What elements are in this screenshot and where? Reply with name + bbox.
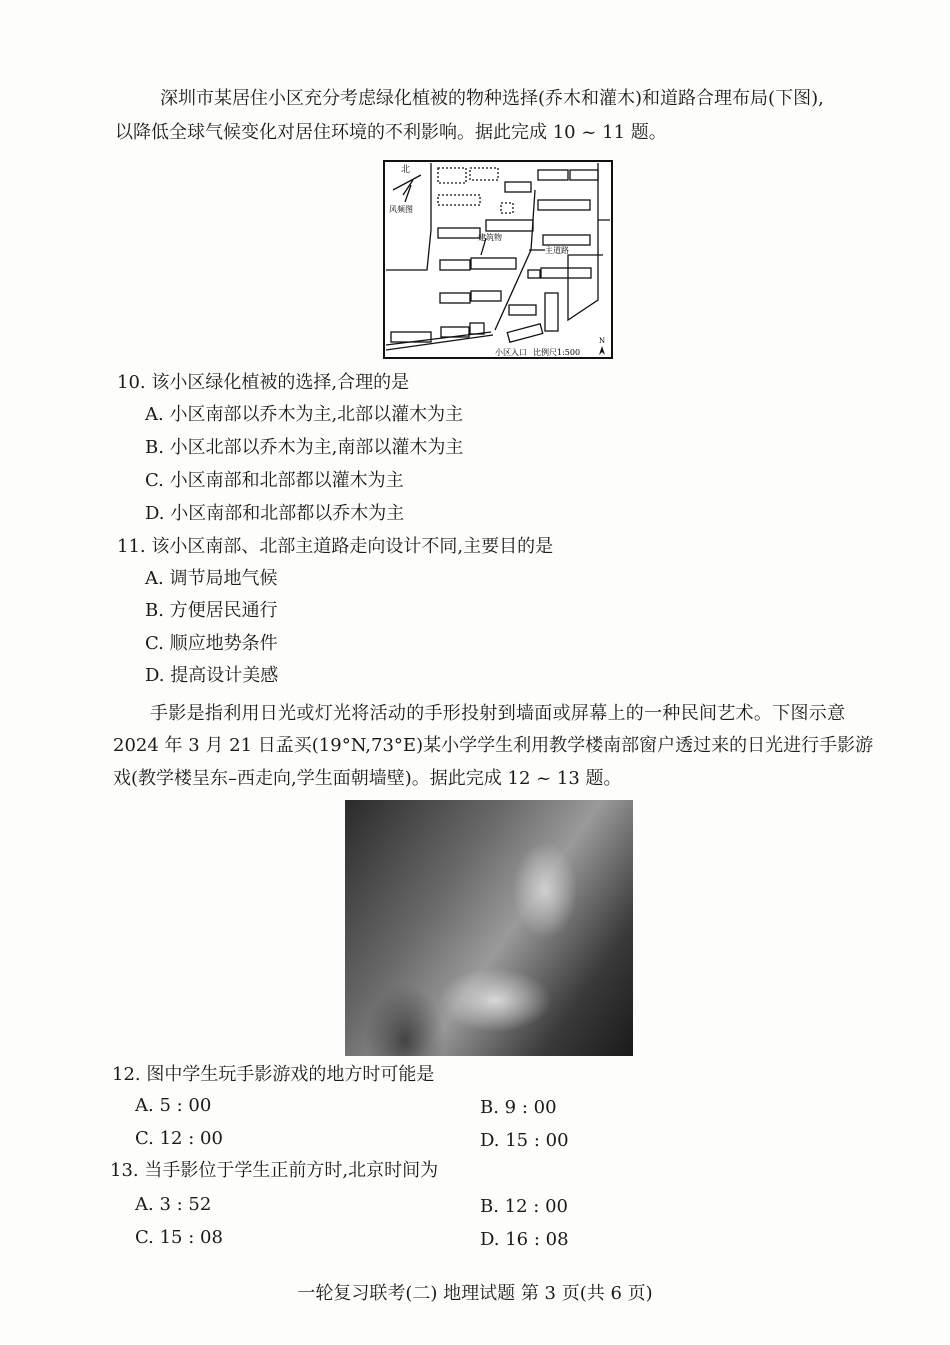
q11-option-b: B. 方便居民通行 bbox=[145, 600, 278, 621]
map-entrance-label: 小区入口 bbox=[495, 348, 527, 357]
q11-option-a: A. 调节局地气候 bbox=[145, 568, 278, 589]
hand-shadow-photo bbox=[345, 800, 633, 1056]
q12-option-a: A. 5 : 00 bbox=[135, 1095, 212, 1116]
q11-option-d: D. 提高设计美感 bbox=[145, 665, 279, 686]
intro-1-line-1: 深圳市某居住小区充分考虑绿化植被的物种选择(乔木和灌木)和道路合理布局(下图), bbox=[160, 88, 824, 109]
map-main-road-label: 主道路 bbox=[545, 246, 569, 255]
q11-option-c: C. 顺应地势条件 bbox=[145, 633, 278, 654]
page-footer: 一轮复习联考(二) 地理试题 第 3 页(共 6 页) bbox=[297, 1283, 653, 1304]
map-building-label: 建筑物 bbox=[478, 233, 502, 242]
intro-1-line-2: 以降低全球气候变化对居住环境的不利影响。据此完成 10 ~ 11 题。 bbox=[115, 122, 667, 143]
q10-option-c: C. 小区南部和北部都以灌木为主 bbox=[145, 470, 404, 491]
intro-2-line-3: 戏(教学楼呈东–西走向,学生面朝墙壁)。据此完成 12 ~ 13 题。 bbox=[113, 768, 622, 789]
q10-option-b: B. 小区北部以乔木为主,南部以灌木为主 bbox=[145, 437, 464, 458]
q13-option-c: C. 15 : 08 bbox=[135, 1227, 223, 1248]
map-north-label: 北 bbox=[401, 165, 411, 175]
map-north-arrow-label: N bbox=[599, 337, 606, 345]
map-scale-label: 比例尺1:500 bbox=[533, 348, 581, 357]
q13-option-b: B. 12 : 00 bbox=[480, 1196, 568, 1217]
intro-2-line-2: 2024 年 3 月 21 日孟买(19°N,73°E)某小学学生利用教学楼南部窗户透过来的日光进行手影游 bbox=[113, 735, 874, 756]
q12-option-c: C. 12 : 00 bbox=[135, 1128, 223, 1149]
q12-option-d: D. 15 : 00 bbox=[480, 1130, 569, 1151]
q12-stem: 12. 图中学生玩手影游戏的地方时可能是 bbox=[112, 1064, 435, 1085]
q10-stem: 10. 该小区绿化植被的选择,合理的是 bbox=[117, 372, 410, 393]
map-wind-rose-label: 风频图 bbox=[389, 205, 413, 214]
residential-map bbox=[383, 160, 613, 359]
q10-option-a: A. 小区南部以乔木为主,北部以灌木为主 bbox=[145, 404, 464, 425]
q10-option-d: D. 小区南部和北部都以乔木为主 bbox=[145, 503, 405, 524]
q11-stem: 11. 该小区南部、北部主道路走向设计不同,主要目的是 bbox=[117, 536, 554, 557]
q12-option-b: B. 9 : 00 bbox=[480, 1097, 557, 1118]
q13-option-d: D. 16 : 08 bbox=[480, 1229, 569, 1250]
q13-option-a: A. 3 : 52 bbox=[135, 1194, 212, 1215]
intro-2-line-1: 手影是指利用日光或灯光将活动的手形投射到墙面或屏幕上的一种民间艺术。下图示意 bbox=[150, 703, 846, 724]
q13-stem: 13. 当手影位于学生正前方时,北京时间为 bbox=[110, 1160, 439, 1181]
